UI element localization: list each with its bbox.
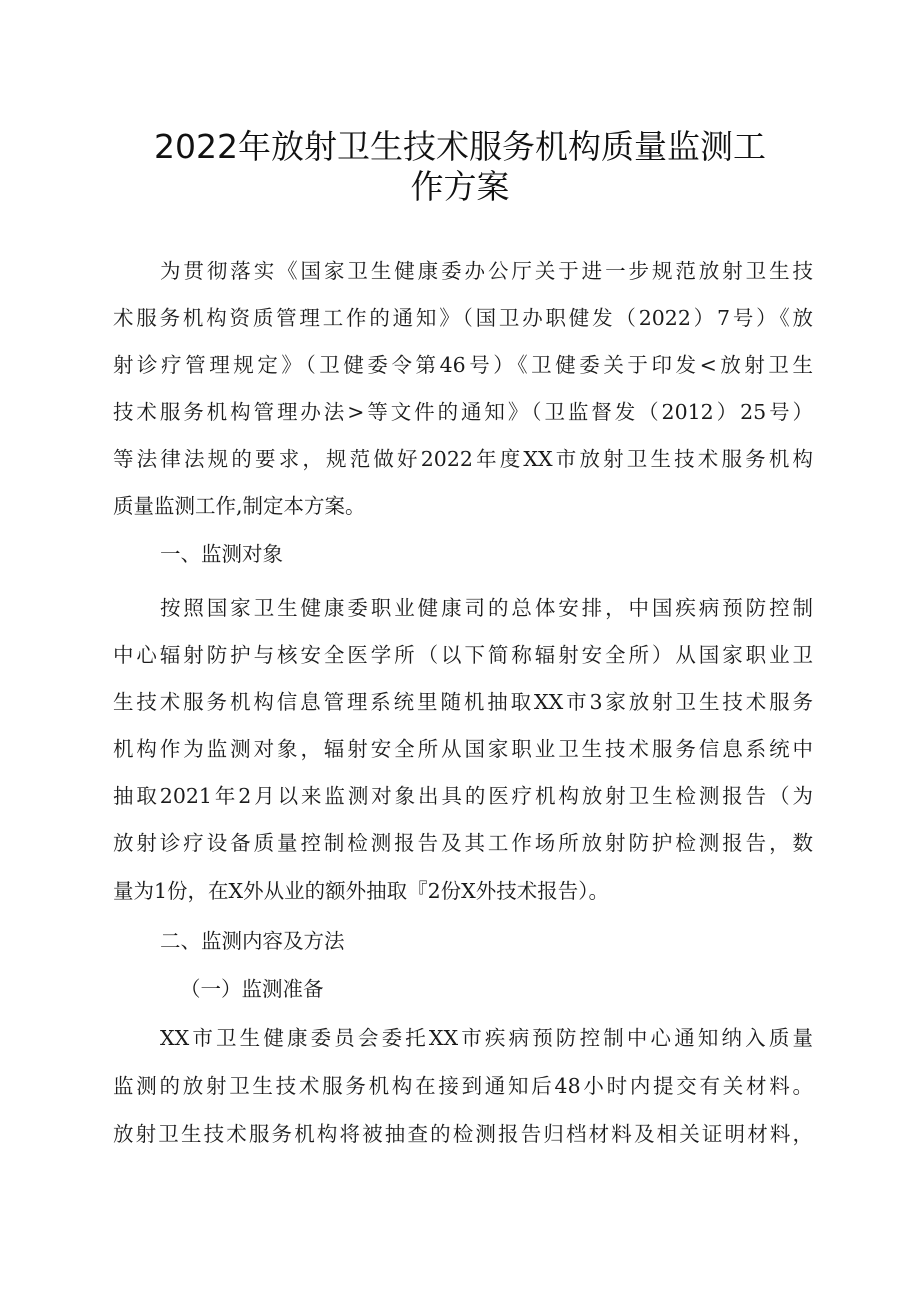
section-1-line: 机构作为监测对象，辐射安全所从国家职业卫生技术服务信息系统中 — [113, 737, 813, 761]
section-1-line: 按照国家卫生健康委职业健康司的总体安排，中国疾病预防控制 — [160, 596, 813, 620]
intro-line: 射诊疗管理规定》（卫健委令第46号）《卫健委关于印发<放射卫生 — [113, 353, 813, 377]
section-2-line: 监测的放射卫生技术服务机构在接到通知后48小时内提交有关材料。 — [113, 1074, 813, 1098]
section-2-heading: 二、监测内容及方法 — [160, 929, 345, 953]
section-1-line-last: 量为1份，在X外从业的额外抽取『2份X外技术报告）。 — [113, 879, 610, 903]
document-title-line-1: 2022年放射卫生技术服务机构质量监测工 — [154, 127, 766, 166]
section-1-line: 抽取2021年2月以来监测对象出具的医疗机构放射卫生检测报告（为 — [113, 784, 813, 808]
intro-line-last: 质量监测工作,制定本方案。 — [113, 494, 366, 518]
section-2-line: 放射卫生技术服务机构将被抽查的检测报告归档材料及相关证明材料， — [113, 1122, 813, 1146]
section-2-line: XX市卫生健康委员会委托XX市疾病预防控制中心通知纳入质量 — [160, 1026, 813, 1050]
section-2-subheading: （一）监测准备 — [180, 977, 324, 1001]
intro-line: 技术服务机构管理办法>等文件的通知》（卫监督发（2012）25号） — [113, 400, 813, 424]
intro-line: 为贯彻落实《国家卫生健康委办公厅关于进一步规范放射卫生技 — [160, 259, 813, 283]
section-1-heading: 一、监测对象 — [160, 542, 283, 566]
section-1-line: 生技术服务机构信息管理系统里随机抽取XX市3家放射卫生技术服务 — [113, 690, 813, 714]
intro-line: 等法律法规的要求，规范做好2022年度XX市放射卫生技术服务机构 — [113, 447, 813, 471]
section-1-line: 放射诊疗设备质量控制检测报告及其工作场所放射防护检测报告，数 — [113, 831, 813, 855]
section-1-line: 中心辐射防护与核安全医学所（以下简称辐射安全所）从国家职业卫 — [113, 643, 813, 667]
intro-line: 术服务机构资质管理工作的通知》（国卫办职健发（2022）7号）《放 — [113, 306, 813, 330]
document-title-line-2: 作方案 — [410, 167, 510, 206]
